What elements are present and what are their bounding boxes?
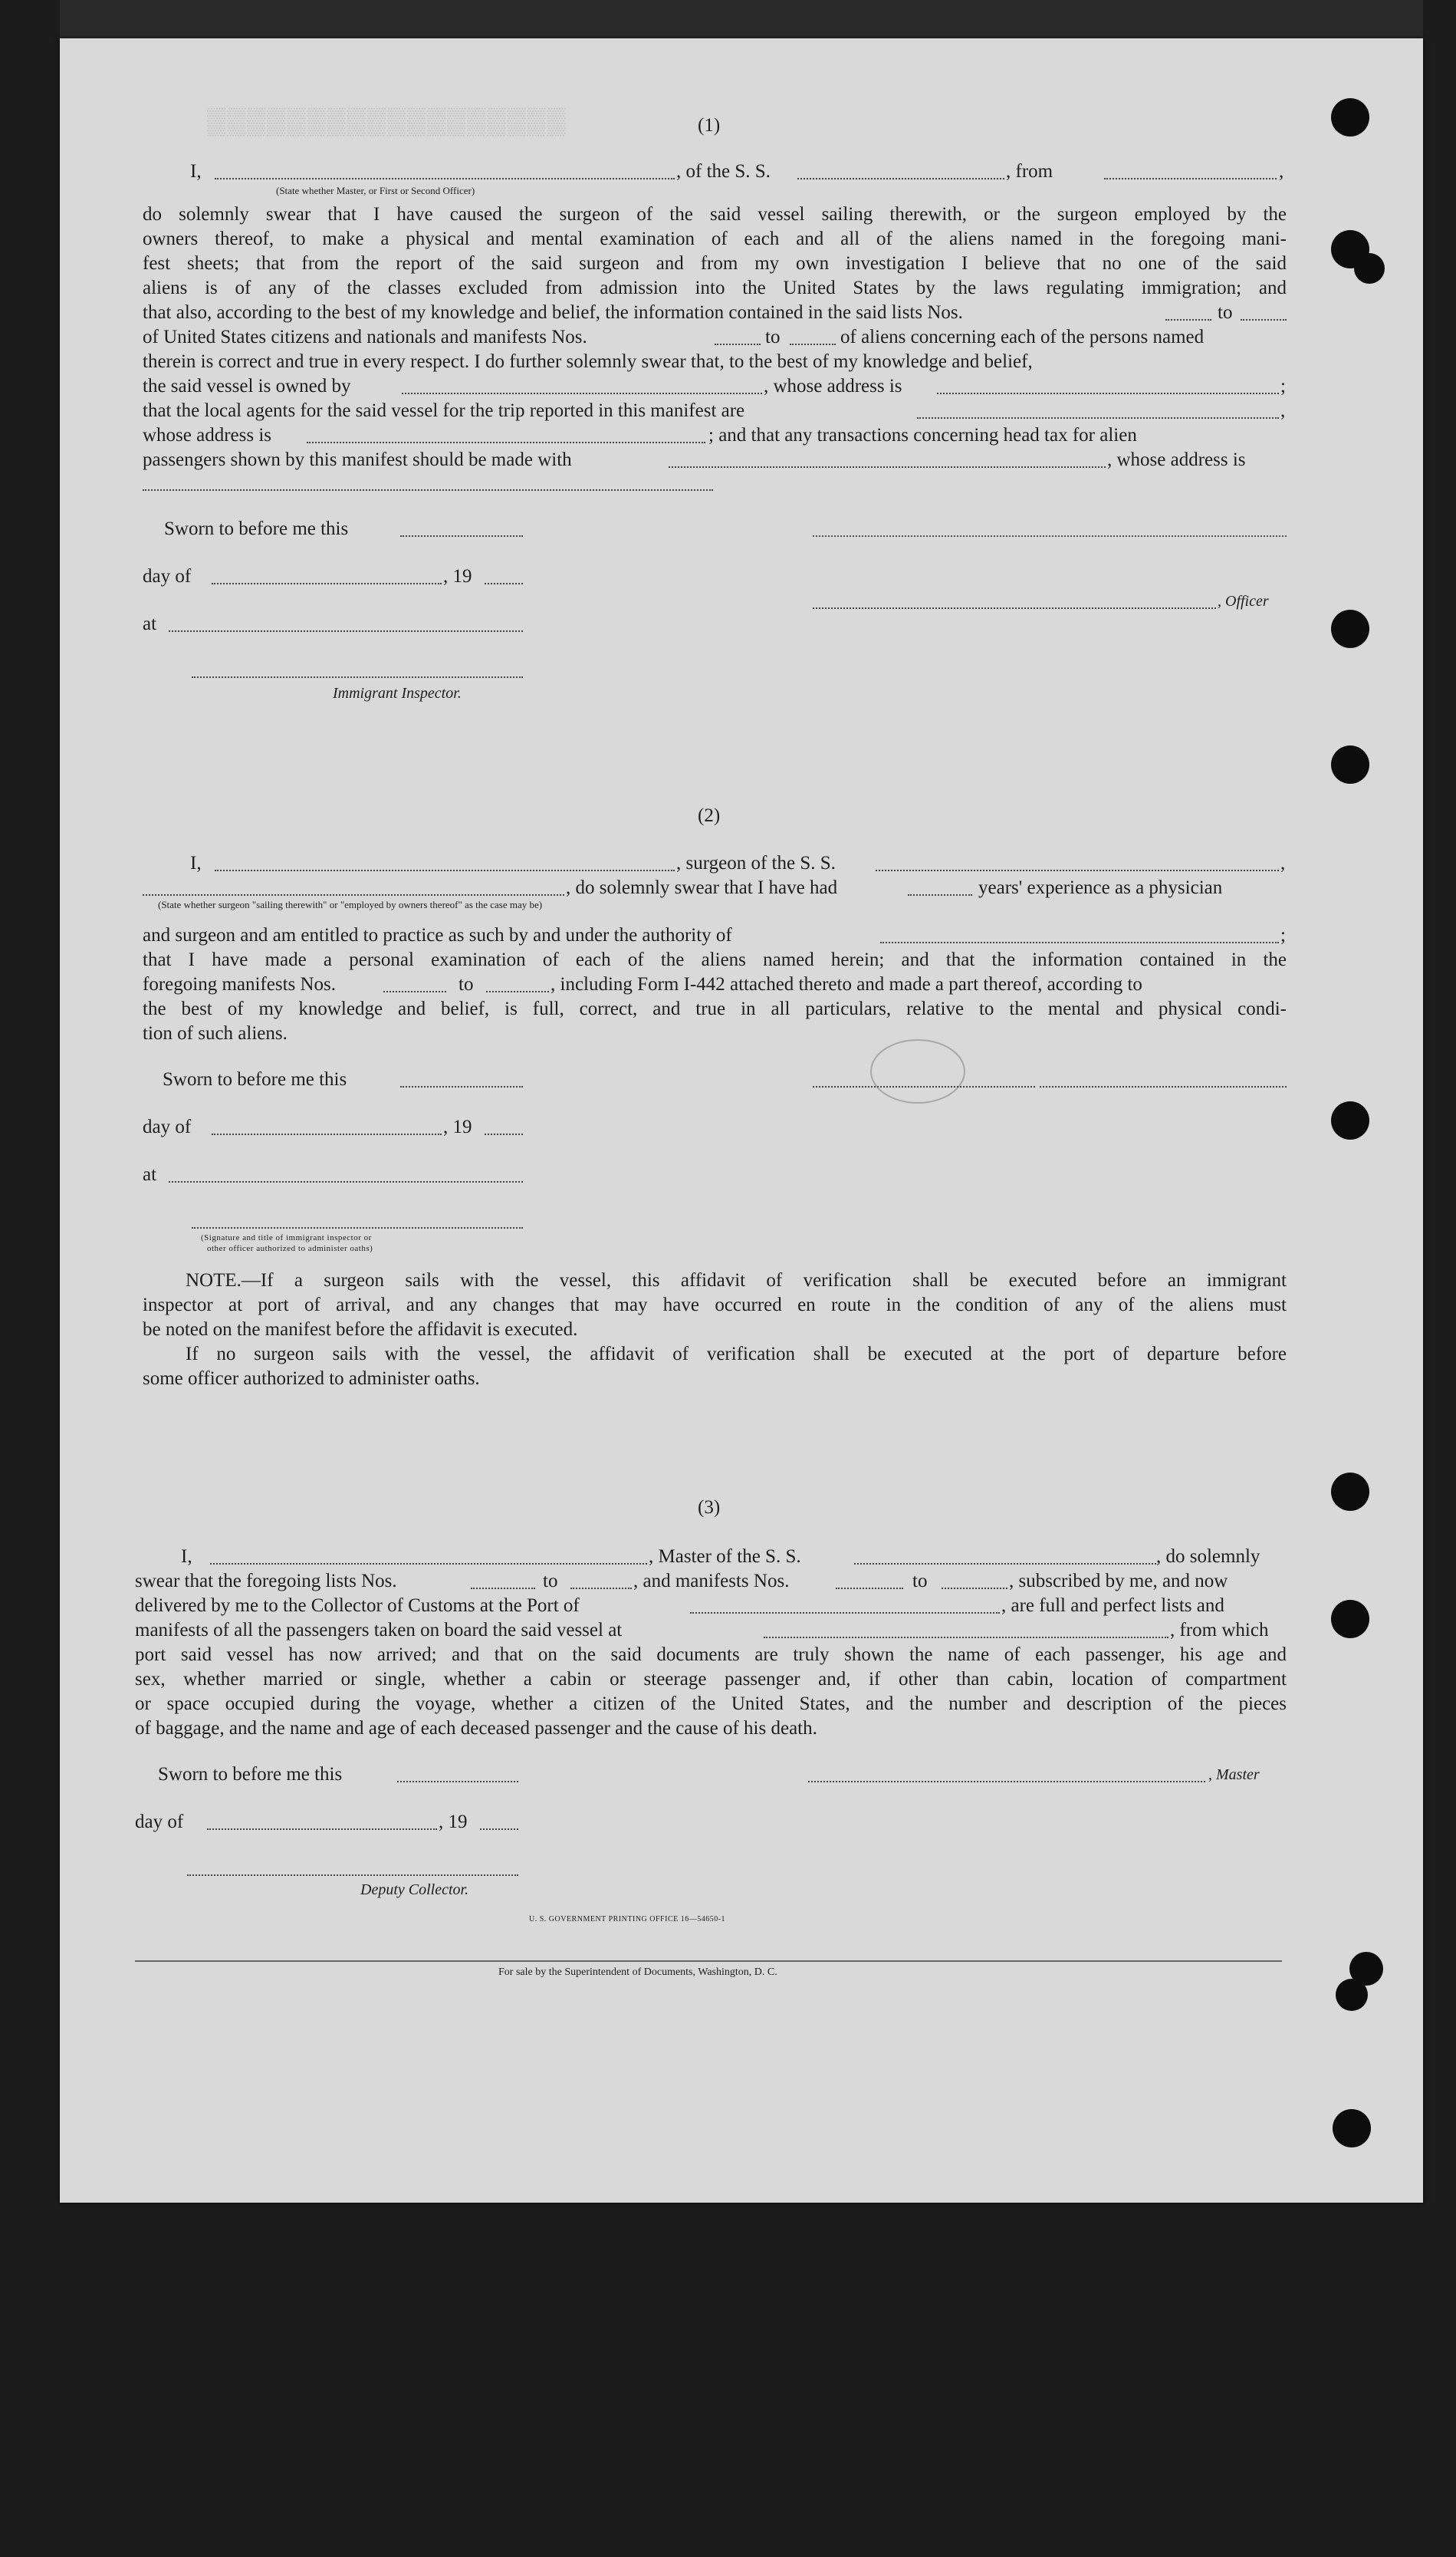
binder-hole — [1331, 610, 1369, 648]
officer-name-field[interactable] — [215, 178, 675, 179]
section-2-line-5a: foregoing manifests Nos. — [143, 974, 337, 995]
section-1-month-field[interactable] — [212, 583, 442, 584]
head-tax-contact-field[interactable] — [669, 466, 1106, 468]
section-1-line: do solemnly swear that I have caused the surgeon of the said vessel sailing therewith, or the surgeon employed by the — [143, 204, 1287, 225]
section-3-lists-from-field[interactable] — [471, 1588, 535, 1589]
section-2-line-5b: to — [458, 974, 474, 995]
section-3-month-field[interactable] — [207, 1828, 437, 1830]
note-line: If no surgeon sails with the vessel, the affidavit of verification shall be executed at the port of departure before — [186, 1344, 1287, 1364]
bleed-through-mark: ▒▒▒▒▒▒▒▒▒▒▒▒▒▒▒▒▒▒ — [207, 107, 567, 136]
section-2-line-5c: , including Form I-442 attached thereto and made a part thereof, according to — [551, 974, 1142, 995]
section-2-signature-caption-1: (Signature and title of immigrant inspector or — [201, 1233, 372, 1242]
section-1-officer-hint: (State whether Master, or First or Second Officer) — [276, 185, 475, 196]
boarding-port-field[interactable] — [764, 1637, 1168, 1638]
surgeon-signature-line-2[interactable] — [1040, 1086, 1287, 1088]
section-3-line-2b: to — [543, 1571, 558, 1591]
from-port-field[interactable] — [1104, 178, 1277, 179]
officer-signature-line[interactable] — [813, 535, 1287, 537]
master-label: , Master — [1208, 1766, 1260, 1783]
binder-hole — [1331, 745, 1369, 784]
section-1-line-8c: ; — [1280, 376, 1286, 397]
surgeon-name-field[interactable] — [215, 870, 675, 871]
section-2-signature-caption-2: other officer authorized to administer oaths) — [207, 1244, 373, 1253]
section-2-line-4: that I have made a personal examination of each of the aliens named herein; and that the information contained in the — [143, 949, 1287, 970]
section-3-line: of baggage, and the name and age of each deceased passenger and the cause of his death. — [135, 1718, 817, 1739]
officer-title-line[interactable] — [813, 607, 1216, 609]
section-1-year: , 19 — [443, 566, 472, 587]
section-1-line: owners thereof, to make a physical and mental examination of each and all of the aliens named in the foregoing mani- — [143, 229, 1287, 249]
section-2-place-field[interactable] — [169, 1181, 523, 1183]
section-1-number: (1) — [698, 115, 721, 136]
section-1-sworn: Sworn to before me this — [164, 518, 349, 539]
section-1-line-5a: that also, according to the best of my knowledge and belief, the information contained in the said lists Nos. — [143, 302, 963, 323]
section-1-line-6a: of United States citizens and nationals and manifests Nos. — [143, 327, 587, 347]
section-1-line-5b: to — [1218, 302, 1233, 323]
manifests-to-field[interactable] — [790, 344, 836, 345]
section-2-year-field[interactable] — [485, 1134, 523, 1135]
section-3-line-4a: manifests of all the passengers taken on board the said vessel at — [135, 1620, 623, 1640]
officer-label: , Officer — [1218, 593, 1269, 610]
binder-hole — [1354, 253, 1385, 284]
section-3-manifests-to-field[interactable] — [942, 1588, 1007, 1589]
section-3-line: sex, whether married or single, whether a cabin or steerage passenger and, if other than cabin, location of compartment — [135, 1669, 1287, 1690]
section-3-master-of: , Master of the S. S. — [649, 1546, 801, 1567]
section-2-line-3b: ; — [1280, 925, 1286, 946]
binder-hole — [1331, 1101, 1369, 1140]
section-3-line: or space occupied during the voyage, whether a citizen of the United States, and the number and description of the pieces — [135, 1693, 1287, 1714]
section-2-line-2a: , do solemnly swear that I have had — [566, 877, 838, 898]
lists-to-field[interactable] — [1241, 319, 1287, 321]
section-2-comma: , — [1280, 853, 1286, 874]
section-1-of-ss: , of the S. S. — [676, 161, 771, 182]
owner-field[interactable] — [402, 393, 762, 394]
master-name-field[interactable] — [210, 1563, 647, 1565]
section-3-manifests-from-field[interactable] — [836, 1588, 903, 1589]
section-2-surgeon-of: , surgeon of the S. S. — [676, 853, 836, 874]
section-3-sworn-date-field[interactable] — [397, 1781, 518, 1782]
section-2-number: (2) — [698, 805, 721, 826]
section-1-line-6b: to — [765, 327, 781, 347]
section-3-line-2c: , and manifests Nos. — [633, 1571, 790, 1591]
years-experience-field[interactable] — [908, 894, 972, 896]
section-1-line-8a: the said vessel is owned by — [143, 376, 351, 397]
note-line: some officer authorized to administer oaths. — [143, 1368, 480, 1389]
section-2-sworn: Sworn to before me this — [163, 1069, 347, 1090]
section-2-manifests-from-field[interactable] — [383, 991, 446, 992]
section-2-i: I, — [190, 853, 202, 874]
section-1-line-8b: , whose address is — [764, 376, 902, 397]
section-1-place-field[interactable] — [169, 630, 523, 632]
section-3-line-2e: , subscribed by me, and now — [1009, 1571, 1228, 1591]
section-3-line-3b: , are full and perfect lists and — [1001, 1595, 1224, 1616]
head-tax-address-field[interactable] — [143, 489, 713, 491]
section-3-day-of: day of — [135, 1812, 184, 1832]
section-2-month-field[interactable] — [212, 1134, 442, 1135]
section-1-line-9a: that the local agents for the said vessel for the trip reported in this manifest are — [143, 400, 745, 421]
section-3-year-field[interactable] — [480, 1828, 518, 1830]
faint-stamp — [870, 1039, 965, 1104]
section-1-line-11b: , whose address is — [1107, 449, 1246, 470]
section-1-day-of: day of — [143, 566, 192, 587]
section-3-lists-to-field[interactable] — [570, 1588, 632, 1589]
surgeon-signature-line[interactable] — [813, 1086, 1035, 1088]
local-agents-field[interactable] — [917, 417, 1279, 419]
section-3-solemnly: , do solemnly — [1156, 1546, 1260, 1567]
surgeon-type-field[interactable] — [143, 894, 564, 896]
section-1-sworn-date-field[interactable] — [400, 535, 523, 537]
manifests-from-field[interactable] — [715, 344, 761, 345]
section-1-from: , from — [1006, 161, 1053, 182]
immigrant-inspector-label: Immigrant Inspector. — [333, 685, 462, 702]
section-3-line-3a: delivered by me to the Collector of Customs at the Port of — [135, 1595, 580, 1616]
note-line: NOTE.—If a surgeon sails with the vessel, this affidavit of verification shall be executed before an immigrant — [186, 1270, 1287, 1291]
section-2-vessel-field[interactable] — [876, 870, 1279, 871]
section-2-surgeon-hint: (State whether surgeon "sailing therewith" or "employed by owners thereof" as the case may be) — [158, 899, 543, 910]
section-3-sworn: Sworn to before me this — [158, 1764, 343, 1785]
section-1-line: aliens is of any of the classes excluded from admission into the United States by the laws regulating immigration; and — [143, 278, 1287, 298]
binder-hole — [1331, 1600, 1369, 1638]
vessel-name-field[interactable] — [797, 178, 1004, 179]
section-3-line: port said vessel has now arrived; and that on the said documents are truly shown the name of each passenger, his age and — [135, 1644, 1287, 1665]
section-3-line-2a: swear that the foregoing lists Nos. — [135, 1571, 397, 1591]
lists-from-field[interactable] — [1165, 319, 1211, 321]
collector-signature-line[interactable] — [187, 1874, 518, 1876]
binder-hole — [1336, 1979, 1368, 2011]
section-1-year-field[interactable] — [485, 583, 523, 584]
note-line: be noted on the manifest before the affidavit is executed. — [143, 1319, 578, 1340]
sale-notice: For sale by the Superintendent of Documents, Washington, D. C. — [498, 1966, 777, 1978]
section-2-inspector-signature-line[interactable] — [192, 1227, 523, 1229]
binder-hole — [1333, 2109, 1371, 2147]
deputy-collector-label: Deputy Collector. — [360, 1881, 469, 1898]
section-2-day-of: day of — [143, 1117, 192, 1137]
port-field[interactable] — [690, 1612, 1000, 1614]
practice-authority-field[interactable] — [880, 942, 1279, 943]
section-3-number: (3) — [698, 1497, 721, 1518]
note-line: inspector at port of arrival, and any changes that may have occurred en route in the condition of any of the aliens must — [143, 1295, 1287, 1315]
agents-address-field[interactable] — [307, 442, 705, 443]
section-2-at: at — [143, 1164, 157, 1185]
section-1-line-9b: , — [1280, 400, 1286, 421]
section-1-line-7: therein is correct and true in every respect. I do further solemnly swear that, to the best of my knowledge and belief, — [143, 351, 1033, 372]
section-2-line-7: tion of such aliens. — [143, 1023, 288, 1044]
section-3-year: , 19 — [439, 1812, 468, 1832]
section-3-line-4b: , from which — [1170, 1620, 1269, 1640]
section-1-line: fest sheets; that from the report of the said surgeon and from my own investigation I believe that no one of the said — [143, 253, 1287, 274]
section-1-line-10b: ; and that any transactions concerning head tax for alien — [708, 425, 1137, 446]
section-3-i: I, — [181, 1546, 192, 1567]
owner-address-field[interactable] — [937, 393, 1279, 394]
section-1-line-6c: of aliens concerning each of the persons named — [840, 327, 1205, 347]
section-2-line-6: the best of my knowledge and belief, is full, correct, and true in all particulars, relative to the mental and physical condi- — [143, 999, 1287, 1019]
section-2-line-2b: years' experience as a physician — [978, 877, 1223, 898]
section-1-line-10a: whose address is — [143, 425, 272, 446]
section-2-manifests-to-field[interactable] — [486, 991, 549, 992]
section-3-vessel-field[interactable] — [854, 1563, 1156, 1565]
section-2-year: , 19 — [443, 1117, 472, 1137]
section-1-i: I, — [190, 161, 202, 182]
gpo-imprint: U. S. GOVERNMENT PRINTING OFFICE 16—54650-1 — [529, 1915, 726, 1924]
section-3-line-2d: to — [912, 1571, 928, 1591]
scan-top-strip — [60, 0, 1423, 38]
section-1-at: at — [143, 614, 157, 634]
section-2-sworn-date-field[interactable] — [400, 1086, 523, 1088]
master-signature-line[interactable] — [808, 1781, 1205, 1782]
section-1-comma: , — [1279, 161, 1284, 182]
binder-hole — [1331, 1473, 1369, 1511]
inspector-signature-line[interactable] — [192, 676, 523, 678]
section-1-line-11a: passengers shown by this manifest should be made with — [143, 449, 572, 470]
binder-hole — [1331, 98, 1369, 137]
footer-rule — [135, 1960, 1282, 1962]
section-2-line-3a: and surgeon and am entitled to practice as such by and under the authority of — [143, 925, 732, 946]
